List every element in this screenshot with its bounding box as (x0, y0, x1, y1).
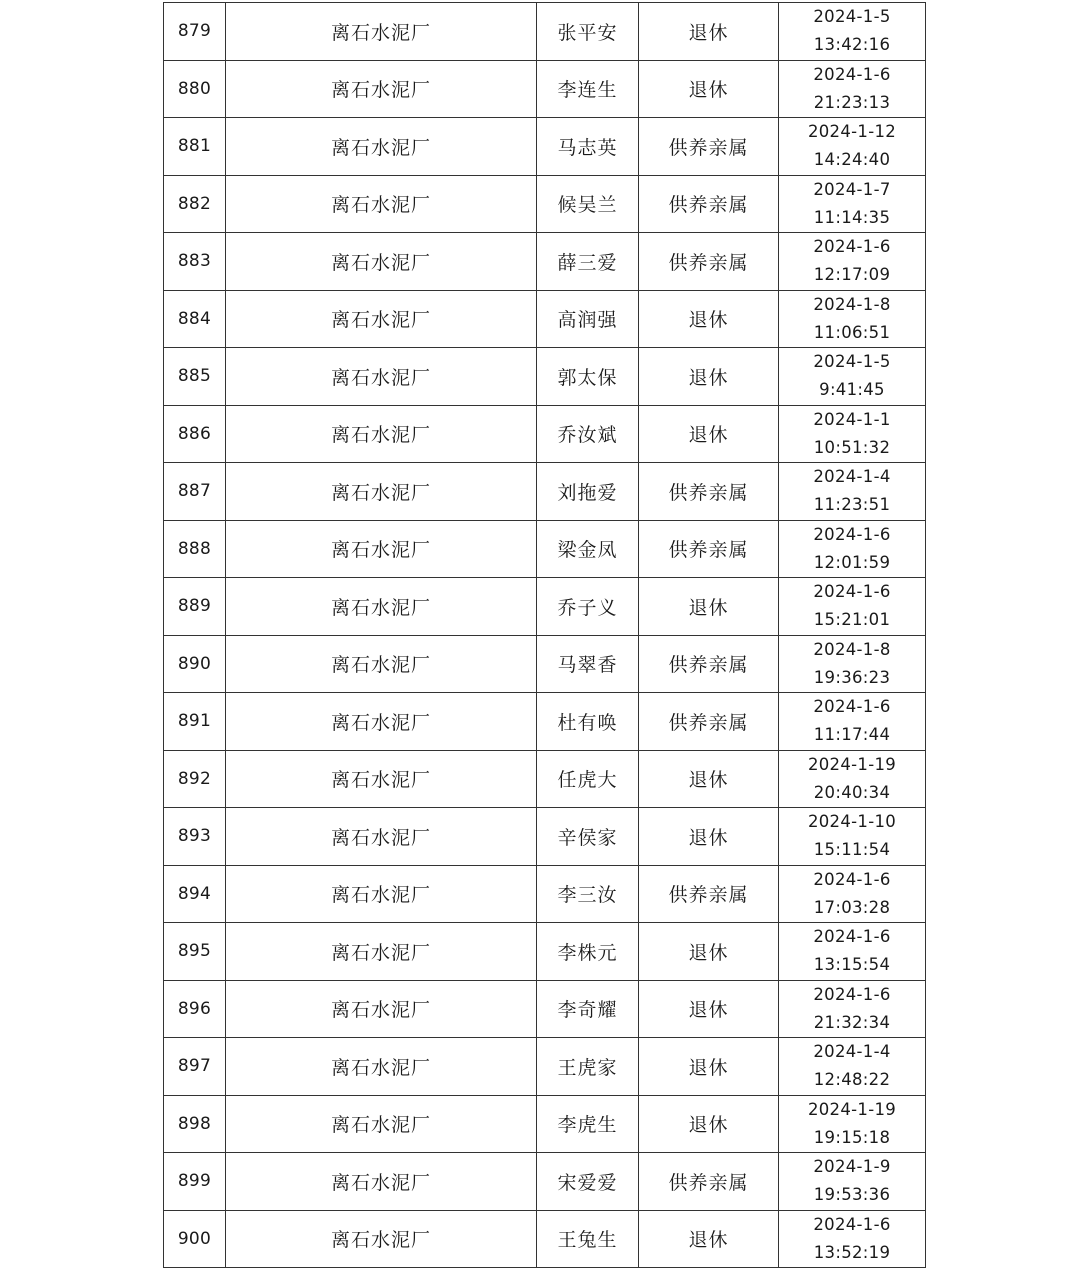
table-row (164, 1095, 926, 1153)
time-text: 21:32:34 (813, 1012, 891, 1032)
category-cell: 退休 (639, 750, 779, 808)
datetime-cell (779, 1153, 926, 1211)
table-row (164, 233, 926, 291)
date-text: 2024-1-6 (813, 927, 891, 947)
time-text: 20:40:34 (813, 782, 891, 802)
unit-cell: 离石水泥厂 (226, 175, 537, 233)
category-cell: 供养亲属 (639, 175, 779, 233)
time-text: 19:36:23 (813, 667, 891, 687)
date-text: 2024-1-19 (807, 754, 897, 774)
datetime-cell (779, 865, 926, 923)
time-text: 17:03:28 (813, 897, 891, 917)
serial-number-cell: 886 (164, 405, 226, 463)
date-text: 2024-1-9 (813, 1157, 891, 1177)
serial-number-cell: 900 (164, 1210, 226, 1268)
datetime-cell (779, 693, 926, 751)
date-text: 2024-1-19 (807, 1099, 897, 1119)
category-cell: 退休 (639, 1038, 779, 1096)
datetime-cell (779, 175, 926, 233)
person-name-cell: 郭太保 (537, 348, 639, 406)
unit-cell: 离石水泥厂 (226, 1095, 537, 1153)
serial-number-cell: 888 (164, 520, 226, 578)
datetime-cell (779, 233, 926, 291)
unit-cell: 离石水泥厂 (226, 635, 537, 693)
time-text: 11:06:51 (813, 322, 891, 342)
datetime-cell (779, 635, 926, 693)
person-name-cell: 薛三爱 (537, 233, 639, 291)
person-name-cell: 李株元 (537, 923, 639, 981)
serial-number-cell: 892 (164, 750, 226, 808)
person-name-cell: 宋爱爱 (537, 1153, 639, 1211)
unit-cell: 离石水泥厂 (226, 463, 537, 521)
date-text: 2024-1-6 (813, 1214, 891, 1234)
unit-cell: 离石水泥厂 (226, 923, 537, 981)
category-cell: 退休 (639, 290, 779, 348)
date-text: 2024-1-6 (813, 697, 891, 717)
unit-cell: 离石水泥厂 (226, 290, 537, 348)
table-row (164, 405, 926, 463)
records-table-body (164, 3, 926, 1268)
time-text: 15:21:01 (813, 610, 891, 630)
serial-number-cell: 894 (164, 865, 226, 923)
table-row (164, 175, 926, 233)
datetime-cell (779, 463, 926, 521)
category-cell: 供养亲属 (639, 865, 779, 923)
person-name-cell: 杜有唤 (537, 693, 639, 751)
time-text: 15:11:54 (813, 840, 891, 860)
category-cell: 退休 (639, 808, 779, 866)
date-text: 2024-1-5 (813, 352, 891, 372)
table-row (164, 635, 926, 693)
unit-cell: 离石水泥厂 (226, 3, 537, 61)
category-cell: 供养亲属 (639, 520, 779, 578)
time-text: 12:01:59 (813, 552, 891, 572)
person-name-cell: 辛侯家 (537, 808, 639, 866)
time-text: 12:17:09 (813, 265, 891, 285)
serial-number-cell: 899 (164, 1153, 226, 1211)
unit-cell: 离石水泥厂 (226, 348, 537, 406)
records-table (163, 2, 926, 1268)
person-name-cell: 乔子义 (537, 578, 639, 636)
date-text: 2024-1-10 (807, 812, 897, 832)
unit-cell: 离石水泥厂 (226, 1153, 537, 1211)
time-text: 11:23:51 (813, 495, 891, 515)
category-cell: 退休 (639, 980, 779, 1038)
datetime-cell (779, 520, 926, 578)
datetime-cell (779, 290, 926, 348)
date-text: 2024-1-6 (813, 64, 891, 84)
table-row (164, 693, 926, 751)
person-name-cell: 刘拖爱 (537, 463, 639, 521)
table-row (164, 578, 926, 636)
date-text: 2024-1-12 (807, 122, 897, 142)
date-text: 2024-1-4 (813, 467, 891, 487)
table-row (164, 118, 926, 176)
serial-number-cell: 891 (164, 693, 226, 751)
serial-number-cell: 881 (164, 118, 226, 176)
person-name-cell: 梁金凤 (537, 520, 639, 578)
table-row (164, 520, 926, 578)
serial-number-cell: 898 (164, 1095, 226, 1153)
time-text: 9:41:45 (819, 380, 885, 400)
datetime-cell (779, 1210, 926, 1268)
unit-cell: 离石水泥厂 (226, 980, 537, 1038)
person-name-cell: 马志英 (537, 118, 639, 176)
table-row (164, 750, 926, 808)
serial-number-cell: 889 (164, 578, 226, 636)
category-cell: 供养亲属 (639, 233, 779, 291)
person-name-cell: 李虎生 (537, 1095, 639, 1153)
time-text: 14:24:40 (813, 150, 891, 170)
datetime-cell (779, 60, 926, 118)
date-text: 2024-1-6 (813, 582, 891, 602)
category-cell: 供养亲属 (639, 1153, 779, 1211)
time-text: 19:15:18 (813, 1127, 891, 1147)
table-row (164, 865, 926, 923)
table-row (164, 3, 926, 61)
table-row (164, 1210, 926, 1268)
table-row (164, 463, 926, 521)
time-text: 21:23:13 (813, 92, 891, 112)
datetime-cell (779, 3, 926, 61)
person-name-cell: 李三汝 (537, 865, 639, 923)
serial-number-cell: 896 (164, 980, 226, 1038)
time-text: 19:53:36 (813, 1185, 891, 1205)
category-cell: 供养亲属 (639, 463, 779, 521)
time-text: 10:51:32 (813, 437, 891, 457)
serial-number-cell: 883 (164, 233, 226, 291)
datetime-cell (779, 405, 926, 463)
time-text: 13:15:54 (813, 955, 891, 975)
category-cell: 退休 (639, 60, 779, 118)
time-text: 13:42:16 (813, 35, 891, 55)
unit-cell: 离石水泥厂 (226, 118, 537, 176)
person-name-cell: 乔汝斌 (537, 405, 639, 463)
table-row (164, 923, 926, 981)
time-text: 11:17:44 (813, 725, 891, 745)
unit-cell: 离石水泥厂 (226, 578, 537, 636)
category-cell: 退休 (639, 1210, 779, 1268)
unit-cell: 离石水泥厂 (226, 750, 537, 808)
date-text: 2024-1-4 (813, 1042, 891, 1062)
unit-cell: 离石水泥厂 (226, 1210, 537, 1268)
datetime-cell (779, 923, 926, 981)
unit-cell: 离石水泥厂 (226, 808, 537, 866)
date-text: 2024-1-1 (813, 409, 891, 429)
date-text: 2024-1-8 (813, 294, 891, 314)
datetime-cell (779, 118, 926, 176)
person-name-cell: 李奇耀 (537, 980, 639, 1038)
table-row (164, 1153, 926, 1211)
table-row (164, 60, 926, 118)
serial-number-cell: 879 (164, 3, 226, 61)
time-text: 12:48:22 (813, 1070, 891, 1090)
table-row (164, 290, 926, 348)
table-row (164, 980, 926, 1038)
category-cell: 退休 (639, 578, 779, 636)
person-name-cell: 候吴兰 (537, 175, 639, 233)
person-name-cell: 李连生 (537, 60, 639, 118)
unit-cell: 离石水泥厂 (226, 405, 537, 463)
datetime-cell (779, 980, 926, 1038)
serial-number-cell: 885 (164, 348, 226, 406)
datetime-cell (779, 348, 926, 406)
serial-number-cell: 895 (164, 923, 226, 981)
unit-cell: 离石水泥厂 (226, 693, 537, 751)
serial-number-cell: 897 (164, 1038, 226, 1096)
date-text: 2024-1-5 (813, 7, 891, 27)
table-row (164, 808, 926, 866)
date-text: 2024-1-8 (813, 639, 891, 659)
date-text: 2024-1-7 (813, 179, 891, 199)
person-name-cell: 高润强 (537, 290, 639, 348)
serial-number-cell: 887 (164, 463, 226, 521)
person-name-cell: 王兔生 (537, 1210, 639, 1268)
time-text: 11:14:35 (813, 207, 891, 227)
datetime-cell (779, 808, 926, 866)
table-row (164, 1038, 926, 1096)
serial-number-cell: 893 (164, 808, 226, 866)
unit-cell: 离石水泥厂 (226, 1038, 537, 1096)
serial-number-cell: 884 (164, 290, 226, 348)
category-cell: 退休 (639, 1095, 779, 1153)
category-cell: 退休 (639, 3, 779, 61)
category-cell: 退休 (639, 405, 779, 463)
datetime-cell (779, 1095, 926, 1153)
serial-number-cell: 882 (164, 175, 226, 233)
unit-cell: 离石水泥厂 (226, 865, 537, 923)
person-name-cell: 马翠香 (537, 635, 639, 693)
date-text: 2024-1-6 (813, 869, 891, 889)
unit-cell: 离石水泥厂 (226, 520, 537, 578)
unit-cell: 离石水泥厂 (226, 233, 537, 291)
datetime-cell (779, 1038, 926, 1096)
date-text: 2024-1-6 (813, 237, 891, 257)
person-name-cell: 王虎家 (537, 1038, 639, 1096)
date-text: 2024-1-6 (813, 524, 891, 544)
person-name-cell: 任虎大 (537, 750, 639, 808)
category-cell: 退休 (639, 923, 779, 981)
date-text: 2024-1-6 (813, 984, 891, 1004)
serial-number-cell: 880 (164, 60, 226, 118)
time-text: 13:52:19 (813, 1242, 891, 1262)
category-cell: 退休 (639, 348, 779, 406)
person-name-cell: 张平安 (537, 3, 639, 61)
category-cell: 供养亲属 (639, 118, 779, 176)
table-row (164, 348, 926, 406)
category-cell: 供养亲属 (639, 693, 779, 751)
datetime-cell (779, 578, 926, 636)
category-cell: 供养亲属 (639, 635, 779, 693)
serial-number-cell: 890 (164, 635, 226, 693)
unit-cell: 离石水泥厂 (226, 60, 537, 118)
datetime-cell (779, 750, 926, 808)
